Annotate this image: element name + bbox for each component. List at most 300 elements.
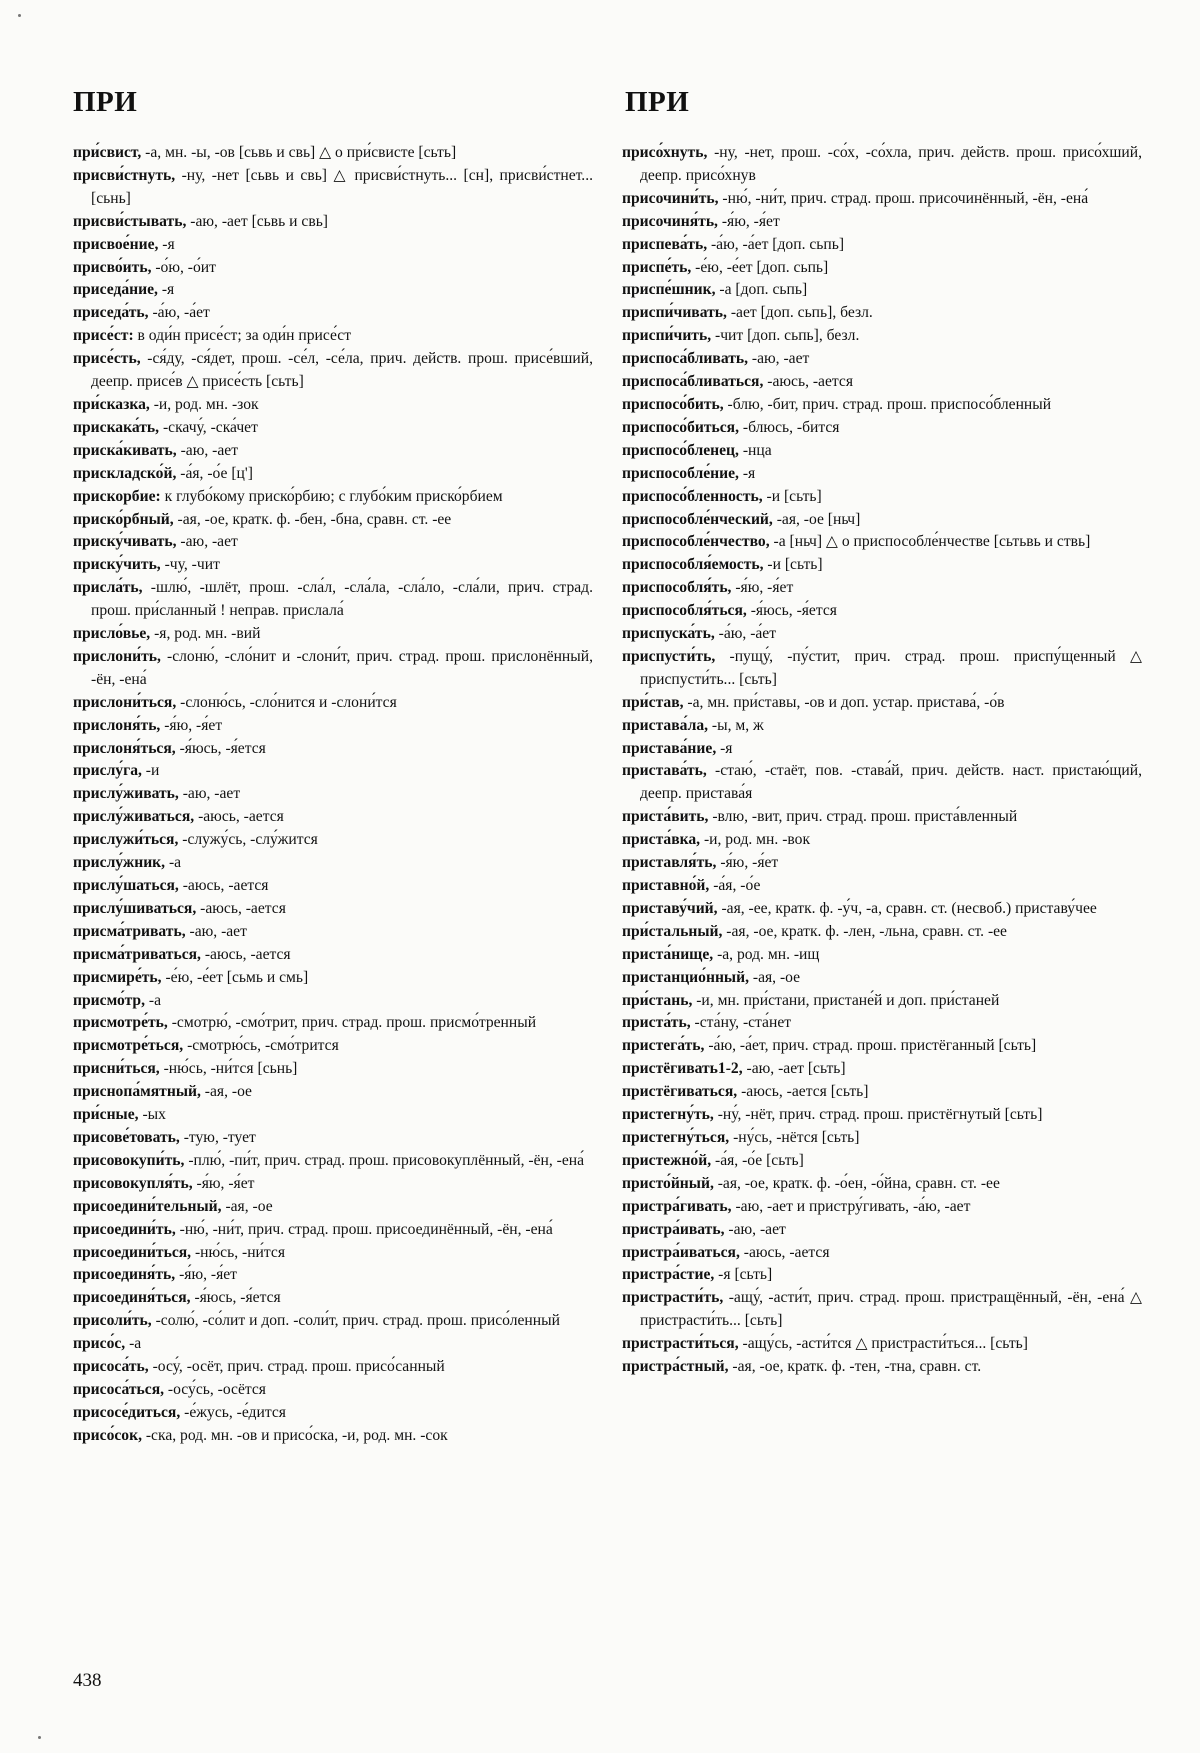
entry-headword: пристёгиваться, xyxy=(622,1083,738,1101)
entry-grammar: -ая, -ее, кратк. ф. -у́ч, -а, сравн. ст. (несвоб.) приставу́чее xyxy=(717,899,1097,917)
dictionary-entry xyxy=(622,348,1142,371)
dictionary-entry xyxy=(622,646,1142,692)
dictionary-entry xyxy=(622,509,1142,532)
entry-grammar: -ню́сь, -ни́тся [сьнь] xyxy=(159,1060,298,1078)
entry-headword: приста́ть, xyxy=(622,1014,691,1032)
dictionary-entry xyxy=(622,188,1142,211)
dictionary-entry xyxy=(73,1104,593,1127)
entry-headword: присмире́ть, xyxy=(73,968,162,986)
entry-headword: приспоса́бливаться, xyxy=(622,373,764,391)
entry-headword: приспоса́бливать, xyxy=(622,350,749,368)
entry-grammar: -ну, -нет, прош. -со́х, -со́хла, прич. действ. прош. присо́хший, деепр. присо́хнув xyxy=(640,144,1142,184)
entry-headword: присе́сть, xyxy=(73,350,141,368)
scan-speck xyxy=(18,14,21,17)
entry-headword: приспосо́бить, xyxy=(622,395,724,413)
entry-grammar: -а́я, -о́е xyxy=(709,877,761,894)
entry-headword: приста́вка, xyxy=(622,831,701,849)
entry-headword: присло́вье, xyxy=(73,625,151,643)
dictionary-entry xyxy=(73,348,593,394)
dictionary-entry xyxy=(622,852,1142,875)
entry-grammar: -ста́ну, -ста́нет xyxy=(690,1014,792,1032)
entry-headword: приспосо́бленность, xyxy=(622,487,763,505)
entry-grammar: -ы, м, ж xyxy=(708,716,764,734)
entry-grammar: -и xyxy=(141,762,160,780)
entry-headword: приснопа́мятный, xyxy=(73,1083,201,1101)
entry-headword: присове́товать, xyxy=(73,1128,180,1146)
entry-headword: приспе́шник, xyxy=(622,281,716,299)
entry-headword: присмотре́ть, xyxy=(73,1014,168,1032)
entry-grammar: -аю, -ает xyxy=(724,1220,786,1238)
entry-headword: присла́ть, xyxy=(73,579,143,597)
entry-grammar: -пущу́, -пу́стит, прич. страд. прош. приспу́щенный △ приспусти́ть... [сьть] xyxy=(640,647,1142,688)
dictionary-entry xyxy=(622,302,1142,325)
entry-headword: при́сказка, xyxy=(73,395,150,413)
entry-headword: пристра́стный, xyxy=(622,1358,729,1376)
entry-headword: присоединя́ться, xyxy=(73,1289,191,1307)
entry-headword: при́стань, xyxy=(622,991,693,1009)
dictionary-entry xyxy=(622,1264,1142,1287)
entry-grammar: -ну́, -нёт, прич. страд. прош. пристёгнутый [сьть] xyxy=(713,1106,1043,1124)
dictionary-entry xyxy=(622,715,1142,738)
entry-grammar: -аюсь, -ается xyxy=(739,1243,830,1261)
entry-grammar: -ая, -ое xyxy=(749,968,801,986)
entry-grammar: -я́ю, -я́ет xyxy=(192,1174,255,1192)
page-number: 438 xyxy=(73,1670,102,1691)
dictionary-entry xyxy=(622,990,1142,1013)
entry-headword: прислужи́ться, xyxy=(73,831,179,849)
entry-headword: присосе́диться, xyxy=(73,1403,181,1421)
dictionary-entry xyxy=(622,1173,1142,1196)
entry-headword: присоедини́тельный, xyxy=(73,1197,222,1215)
dictionary-entry xyxy=(73,234,593,257)
entry-headword: прислу́шаться, xyxy=(73,877,179,894)
entry-grammar: -я́юсь, -я́ется xyxy=(746,602,837,620)
dictionary-entry xyxy=(73,623,593,646)
entry-grammar: -ню́, -ни́т, прич. страд. прош. присоединённый, -ён, -ена́ xyxy=(175,1220,553,1238)
entry-grammar: к глубо́кому приско́рбию; с глубо́ким приско́рбием xyxy=(160,487,503,505)
dictionary-entry xyxy=(73,1196,593,1219)
entry-grammar: -а́я, -о́е [сьть] xyxy=(711,1151,804,1169)
entry-grammar: -аю, -ает [сьть] xyxy=(742,1060,846,1078)
entry-headword: прислоня́ться, xyxy=(73,739,176,757)
dictionary-entry xyxy=(73,852,593,875)
dictionary-entry xyxy=(73,257,593,280)
dictionary-entry xyxy=(73,577,593,623)
entry-grammar: -ых xyxy=(138,1106,166,1124)
entry-headword: присоедини́ть, xyxy=(73,1220,176,1238)
entry-headword: присо́хнуть, xyxy=(622,144,708,161)
entry-grammar: -смотрю́, -смо́трит, прич. страд. прош. присмо́тренный xyxy=(167,1014,537,1032)
entry-grammar: -и, род. мн. -зок xyxy=(149,395,259,413)
dictionary-entry xyxy=(622,1287,1142,1333)
dictionary-entry xyxy=(622,1127,1142,1150)
entry-headword: приспособле́нчество, xyxy=(622,533,770,551)
entry-headword: присто́йный, xyxy=(622,1174,714,1192)
entry-grammar: -ащу́сь, -асти́тся △ пристрасти́ться... [сьть] xyxy=(738,1335,1028,1353)
dictionary-entry xyxy=(73,394,593,417)
dictionary-entry xyxy=(73,211,593,234)
entry-headword: при́став, xyxy=(622,693,684,711)
dictionary-entry xyxy=(622,1058,1142,1081)
entry-grammar: -аюсь, -ается xyxy=(763,373,854,391)
dictionary-entry xyxy=(622,394,1142,417)
dictionary-entry xyxy=(622,875,1142,898)
entry-headword: приседа́ние, xyxy=(73,281,158,299)
entry-headword: приспособля́емость, xyxy=(622,556,764,574)
entry-grammar: -аю, -ает xyxy=(748,350,810,368)
dictionary-entry xyxy=(622,1196,1142,1219)
entry-grammar: -ая, -ое, кратк. ф. -о́ен, -о́йна, сравн. ст. -ее xyxy=(713,1174,1000,1192)
dictionary-entry xyxy=(73,279,593,302)
entry-headword: присо́сок, xyxy=(73,1426,142,1444)
dictionary-entry xyxy=(73,1173,593,1196)
entry-grammar: -а́ю, -а́ет [доп. сьпь] xyxy=(707,235,845,253)
entry-headword: пристёгивать1-2, xyxy=(622,1060,743,1078)
entry-grammar: -слоню́, -сло́нит и -слони́т, прич. страд. прош. прислонённый, -ён, -ена́ xyxy=(91,647,593,688)
entry-grammar: -аю, -ает xyxy=(185,922,247,940)
entry-headword: прислони́ться, xyxy=(73,693,177,711)
entry-headword: приспуска́ть, xyxy=(622,625,715,643)
entry-grammar: -ся́ду, -ся́дет, прош. -се́л, -се́ла, прич. действ. прош. присе́вший, деепр. присе́в △ присе́сть [сьть] xyxy=(91,350,593,391)
entry-grammar: -ает [доп. сьпь], безл. xyxy=(726,304,873,322)
dictionary-entry xyxy=(622,1150,1142,1173)
dictionary-entry xyxy=(622,760,1142,806)
entry-grammar: -шлю́, -шлёт, прош. -сла́л, -сла́ла, -сла́ло, -сла́ли, прич. страд. прош. при́сланный ! неправ. прислала́ xyxy=(91,579,593,620)
dictionary-entry xyxy=(73,302,593,325)
entry-grammar: -о́ю, -о́ит xyxy=(151,258,216,276)
running-head-right: ПРИ xyxy=(625,86,690,118)
dictionary-entry xyxy=(73,554,593,577)
dictionary-entry xyxy=(73,967,593,990)
entry-grammar: -ащу́, -асти́т, прич. страд. прош. пристращённый, -ён, -ена́ △ пристрасти́ть... [сьть] xyxy=(640,1289,1142,1330)
entry-grammar: -я́ю, -я́ет xyxy=(717,212,780,230)
entry-headword: присочиня́ть, xyxy=(622,212,718,230)
dictionary-entry xyxy=(622,279,1142,302)
dictionary-entry xyxy=(622,1081,1142,1104)
entry-grammar: -а [ньч] △ о приспособле́нчестве [сьтьвь и ствь] xyxy=(769,533,1091,551)
dictionary-entry xyxy=(622,234,1142,257)
dictionary-entry xyxy=(73,646,593,692)
entry-headword: приска́кивать, xyxy=(73,441,177,459)
dictionary-entry xyxy=(73,898,593,921)
dictionary-entry xyxy=(73,1035,593,1058)
entry-grammar: -аюсь, -ается xyxy=(194,808,284,826)
entry-headword: присмотре́ться, xyxy=(73,1037,184,1055)
entry-headword: приспусти́ть, xyxy=(622,647,716,665)
entry-headword: присво́ить, xyxy=(73,258,152,276)
right-column xyxy=(622,142,1142,1379)
entry-headword: приспи́чить, xyxy=(622,327,712,345)
entry-headword: приску́чивать, xyxy=(73,533,177,551)
dictionary-entry xyxy=(622,692,1142,715)
entry-grammar: -я́юсь, -я́ется xyxy=(175,739,266,757)
dictionary-entry xyxy=(622,371,1142,394)
entry-grammar: -аю, -ает и пристру́гивать, -а́ю, -ает xyxy=(731,1197,971,1215)
entry-grammar: -аюсь, -ается xyxy=(200,945,291,963)
entry-grammar: -влю, -вит, прич. страд. прош. приста́вленный xyxy=(708,808,1018,826)
entry-headword: прислу́га, xyxy=(73,762,142,780)
dictionary-entry xyxy=(622,463,1142,486)
dictionary-entry xyxy=(73,1425,593,1448)
entry-headword: пристава́ла, xyxy=(622,716,709,734)
entry-grammar: -а xyxy=(145,991,162,1009)
entry-grammar: -чу, -чит xyxy=(160,556,220,574)
entry-grammar: -и, мн. при́стани, пристане́й и доп. при́станей xyxy=(692,991,1000,1009)
dictionary-entry xyxy=(622,417,1142,440)
dictionary-entry xyxy=(622,967,1142,990)
dictionary-entry xyxy=(622,142,1142,188)
entry-headword: пристега́ть, xyxy=(622,1037,705,1055)
entry-headword: пристра́иваться, xyxy=(622,1243,740,1261)
dictionary-entry xyxy=(622,1104,1142,1127)
dictionary-entry xyxy=(73,1287,593,1310)
dictionary-entry xyxy=(73,165,593,211)
entry-headword: приспева́ть, xyxy=(622,235,708,253)
dictionary-entry xyxy=(73,1012,593,1035)
entry-grammar: -и [сьть] xyxy=(762,487,822,505)
entry-grammar: -осу́сь, -осётся xyxy=(164,1380,266,1398)
dictionary-entry xyxy=(73,1310,593,1333)
dictionary-entry xyxy=(73,715,593,738)
dictionary-entry xyxy=(73,1333,593,1356)
entry-grammar: -я xyxy=(738,464,756,482)
dictionary-entry xyxy=(622,944,1142,967)
dictionary-entry xyxy=(622,921,1142,944)
dictionary-entry xyxy=(622,1035,1142,1058)
dictionary-entry xyxy=(622,829,1142,852)
dictionary-entry xyxy=(73,760,593,783)
entry-headword: приспособля́ть, xyxy=(622,579,732,597)
entry-headword: присви́стнуть, xyxy=(73,166,176,184)
entry-grammar: -скачу́, -ска́чет xyxy=(159,418,258,436)
dictionary-entry xyxy=(622,1242,1142,1265)
entry-grammar: -а́ю, -а́ет, прич. страд. прош. пристёганный [сьть] xyxy=(704,1037,1037,1055)
entry-grammar: -я́ю, -я́ет xyxy=(160,716,223,734)
dictionary-entry xyxy=(73,944,593,967)
entry-grammar: -ню́, -ни́т, прич. страд. прош. присочинённый, -ён, -ена́ xyxy=(718,189,1089,207)
dictionary-entry xyxy=(73,1379,593,1402)
dictionary-entry xyxy=(622,257,1142,280)
running-head-left: ПРИ xyxy=(73,86,138,118)
entry-headword: присе́ст: xyxy=(73,327,134,345)
entry-headword: присма́триваться, xyxy=(73,945,201,963)
dictionary-entry xyxy=(73,1127,593,1150)
dictionary-entry xyxy=(73,1219,593,1242)
entry-headword: пристрасти́ться, xyxy=(622,1335,739,1353)
dictionary-entry xyxy=(73,990,593,1013)
dictionary-entry xyxy=(622,440,1142,463)
entry-headword: прислу́жник, xyxy=(73,854,166,872)
dictionary-entry xyxy=(73,531,593,554)
entry-grammar: -солю́, -со́лит и доп. -соли́т, прич. страд. прош. присо́ленный xyxy=(151,1312,560,1330)
entry-headword: прискорбие: xyxy=(73,487,161,505)
entry-headword: прислу́живать, xyxy=(73,785,179,803)
entry-headword: при́свист, xyxy=(73,144,142,161)
entry-grammar: -е́ю, -е́ет [доп. сьпь] xyxy=(691,258,829,276)
entry-headword: присма́тривать, xyxy=(73,922,186,940)
scan-speck xyxy=(38,1736,41,1739)
dictionary-entry xyxy=(73,325,593,348)
entry-headword: пристра́стие, xyxy=(622,1266,715,1284)
entry-grammar: -и [сьть] xyxy=(763,556,823,574)
entry-headword: прислони́ть, xyxy=(73,647,161,665)
dictionary-entry xyxy=(73,1264,593,1287)
entry-headword: пристрасти́ть, xyxy=(622,1289,724,1307)
entry-headword: приставля́ть, xyxy=(622,854,717,872)
entry-headword: приспособле́ние, xyxy=(622,464,739,482)
entry-grammar: -ну́сь, -нётся [сьть] xyxy=(729,1128,860,1146)
dictionary-entry xyxy=(622,600,1142,623)
dictionary-entry xyxy=(622,211,1142,234)
entry-headword: приспособле́нческий, xyxy=(622,510,773,528)
entry-headword: приспи́чивать, xyxy=(622,304,727,322)
entry-headword: приску́чить, xyxy=(73,556,161,574)
entry-headword: пристегну́ть, xyxy=(622,1106,714,1124)
entry-grammar: -блюсь, -бится xyxy=(739,418,840,436)
entry-headword: приспособля́ться, xyxy=(622,602,747,620)
entry-grammar: -я́ю, -я́ет xyxy=(716,854,779,872)
entry-headword: пристанцио́нный, xyxy=(622,968,749,986)
entry-headword: прислоня́ть, xyxy=(73,716,161,734)
entry-grammar: -служу́сь, -слу́жится xyxy=(178,831,318,849)
entry-grammar: -я [сьть] xyxy=(714,1266,773,1284)
entry-headword: пристава́ние, xyxy=(622,739,717,757)
entry-headword: пристегну́ться, xyxy=(622,1128,730,1146)
entry-headword: приспосо́биться, xyxy=(622,418,740,436)
dictionary-entry xyxy=(73,806,593,829)
dictionary-entry xyxy=(73,1402,593,1425)
entry-grammar: -я xyxy=(716,739,733,757)
entry-grammar: -аю, -ает xyxy=(176,533,238,551)
entry-headword: присочини́ть, xyxy=(622,189,719,207)
entry-grammar: -ая, -ое, кратк. ф. -бен, -бна, сравн. ст. -ее xyxy=(173,510,452,528)
dictionary-entry xyxy=(73,1058,593,1081)
entry-grammar: -а́ю, -а́ет xyxy=(714,625,777,643)
entry-headword: при́стальный, xyxy=(622,922,723,940)
entry-grammar: -осу́, -осёт, прич. страд. прош. присо́санный xyxy=(148,1358,445,1376)
entry-headword: приставу́чий, xyxy=(622,899,718,917)
entry-headword: присни́ться, xyxy=(73,1060,160,1078)
entry-grammar: -слоню́сь, -сло́нится и -слони́тся xyxy=(176,693,397,711)
entry-grammar: -аюсь, -ается xyxy=(178,877,269,894)
dictionary-entry xyxy=(73,692,593,715)
entry-grammar: -я́ю, -я́ет xyxy=(175,1266,237,1284)
entry-grammar: -а xyxy=(165,854,182,872)
dictionary-entry xyxy=(73,417,593,440)
entry-headword: присовокупи́ть, xyxy=(73,1151,185,1169)
dictionary-entry xyxy=(622,577,1142,600)
entry-grammar: -я́ю, -я́ет xyxy=(731,579,794,597)
entry-headword: при́сные, xyxy=(73,1106,139,1124)
entry-grammar: -ая, -ое, кратк. ф. -лен, -льна, сравн. ст. -ее xyxy=(722,922,1007,940)
dictionary-entry xyxy=(622,898,1142,921)
dictionary-entry xyxy=(622,325,1142,348)
entry-headword: приспосо́бленец, xyxy=(622,441,739,459)
entry-headword: прислу́живаться, xyxy=(73,808,195,826)
dictionary-entry xyxy=(73,783,593,806)
entry-headword: присоли́ть, xyxy=(73,1312,152,1330)
entry-grammar: -и, род. мн. -вок xyxy=(700,831,811,849)
entry-headword: пристра́ивать, xyxy=(622,1220,725,1238)
entry-grammar: -тую, -тует xyxy=(179,1128,256,1146)
entry-grammar: -а́я, -о́е [ц'] xyxy=(176,464,253,482)
entry-headword: присвое́ние, xyxy=(73,235,159,253)
entry-headword: прискака́ть, xyxy=(73,418,160,436)
entry-headword: пристежно́й, xyxy=(622,1151,712,1169)
entry-headword: присмо́тр, xyxy=(73,991,145,1009)
entry-grammar: -аю, -ает [сьвь и свь] xyxy=(186,212,328,230)
entry-headword: приско́рбный, xyxy=(73,510,174,528)
entry-grammar: -е́жусь, -е́дится xyxy=(180,1403,286,1421)
entry-headword: приста́нище, xyxy=(622,945,714,963)
entry-grammar: -а [доп. сьпь] xyxy=(715,281,808,299)
entry-grammar: -ая, -ое [ньч] xyxy=(772,510,861,528)
entry-grammar: -аю, -ает xyxy=(178,785,241,803)
entry-headword: пристава́ть, xyxy=(622,762,707,780)
dictionary-entry xyxy=(622,554,1142,577)
dictionary-entry xyxy=(622,1333,1142,1356)
entry-grammar: -ая, -ое xyxy=(221,1197,273,1215)
entry-grammar: -аю, -ает xyxy=(176,441,239,459)
entry-grammar: в оди́н присе́ст; за оди́н присе́ст xyxy=(133,327,352,345)
entry-grammar: -ая, -ое, кратк. ф. -тен, -тна, сравн. ст. xyxy=(728,1358,982,1376)
entry-grammar: -смотрю́сь, -смо́трится xyxy=(183,1037,339,1055)
entry-headword: присоедини́ться, xyxy=(73,1243,192,1261)
entry-grammar: -а xyxy=(125,1335,142,1353)
dictionary-entry xyxy=(622,1219,1142,1242)
dictionary-entry xyxy=(73,829,593,852)
entry-grammar: -а, род. мн. -ищ xyxy=(713,945,820,963)
entry-grammar: -я xyxy=(157,281,175,299)
entry-grammar: -аюсь, -ается [сьть] xyxy=(737,1083,869,1101)
entry-grammar: -плю́, -пи́т, прич. страд. прош. присовокуплённый, -ён, -ена́ xyxy=(184,1151,585,1169)
dictionary-entry xyxy=(622,806,1142,829)
entry-headword: прискладско́й, xyxy=(73,464,177,482)
dictionary-entry xyxy=(73,142,593,165)
dictionary-entry xyxy=(73,1150,593,1173)
dictionary-entry xyxy=(73,1242,593,1265)
entry-headword: присви́стывать, xyxy=(73,212,187,230)
dictionary-entry xyxy=(73,440,593,463)
entry-headword: присоса́ть, xyxy=(73,1358,149,1376)
entry-grammar: -ню́сь, -ни́тся xyxy=(191,1243,285,1261)
entry-headword: приседа́ть, xyxy=(73,304,149,322)
entry-headword: присовокупля́ть, xyxy=(73,1174,193,1192)
dictionary-entry xyxy=(622,623,1142,646)
entry-headword: присоса́ться, xyxy=(73,1380,165,1398)
entry-grammar: -ая, -ое xyxy=(200,1083,252,1101)
dictionary-entry xyxy=(622,1012,1142,1035)
dictionary-entry xyxy=(622,531,1142,554)
entry-grammar: -ска, род. мн. -ов и присо́ска, -и, род. мн. -сок xyxy=(141,1426,448,1444)
entry-grammar: -нца xyxy=(738,441,772,459)
entry-headword: прислу́шиваться, xyxy=(73,899,197,917)
dictionary-entry xyxy=(622,486,1142,509)
entry-grammar: -ну, -нет [сьвь и свь] △ присви́стнуть... [сн], присви́стнет... [сьнь] xyxy=(91,166,593,207)
dictionary-entry xyxy=(73,875,593,898)
entry-grammar: -а, мн. -ы, -ов [сьвь и свь] △ о при́свисте [сьть] xyxy=(141,144,457,161)
left-column xyxy=(73,142,593,1448)
entry-grammar: -блю, -бит, прич. страд. прош. приспосо́бленный xyxy=(723,395,1052,413)
dictionary-entry xyxy=(622,738,1142,761)
dictionary-entry xyxy=(73,509,593,532)
entry-headword: приста́вить, xyxy=(622,808,709,826)
entry-headword: приставно́й, xyxy=(622,877,710,894)
entry-grammar: -я́юсь, -я́ется xyxy=(190,1289,281,1307)
entry-headword: присоединя́ть, xyxy=(73,1266,176,1284)
dictionary-entry xyxy=(73,738,593,761)
dictionary-entry xyxy=(622,1356,1142,1379)
